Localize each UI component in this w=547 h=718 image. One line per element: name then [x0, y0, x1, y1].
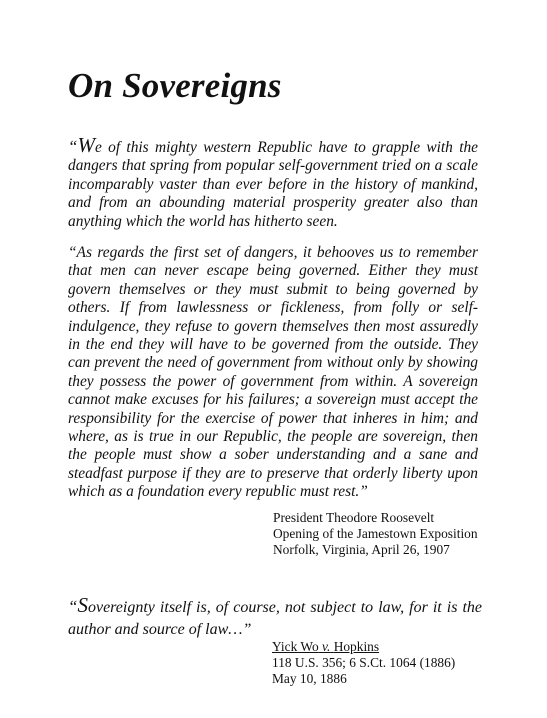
case-name-v: v.: [322, 639, 331, 654]
case-name-part1: Yick Wo: [272, 639, 319, 654]
case-name: [272, 639, 455, 655]
attribution-place-date: Norfolk, Virginia, April 26, 1907: [273, 542, 450, 558]
quote-text: e of this mighty western Republic have to grapple with the dangers that spring from popular self-government tried on a scale incomparably vaster than ever before in the history of mankind, and from an abounding material prosperity greater also than anything which the world has hitherto seen.: [68, 139, 478, 230]
quote-text: overeignty itself is, of course, not subject to law, for it is the author and source of law…”: [68, 599, 482, 638]
quote-dropcap: S: [77, 593, 88, 617]
case-name-part2: Hopkins: [333, 639, 380, 654]
roosevelt-attribution: [273, 510, 478, 559]
roosevelt-quote-paragraph-2: [68, 244, 478, 502]
attribution-event: Opening of the Jamestown Exposition: [273, 526, 478, 542]
case-citation: 118 U.S. 356; 6 S.Ct. 1064 (1886): [272, 655, 456, 671]
quote-text: “As regards the first set of dangers, it behooves us to remember that men can never escape being governed. Either they must govern themselves or they must submit to being governed by others. If from lawlessness or fickleness, from folly or self-indulgence, they refuse to govern themselves then most assuredly in the end they will have to be governed from the outside. They can prevent the need of government from without only by showing they possess the power of government from within. A sovereign cannot make excuses for his failures; a sovereign must accept the responsibility for the exercise of power that inheres in him; and where, as is true in our Republic, the people are sovereign, then the people must show a sober understanding and a sane and steadfast purpose if they are to preserve that orderly liberty upon which as a foundation every republic must rest.”: [68, 244, 478, 501]
case-date: May 10, 1886: [272, 671, 347, 687]
court-attribution: [272, 639, 455, 688]
court-quote: [68, 594, 482, 641]
page-title: On Sovereigns: [68, 66, 282, 105]
quote-dropcap: W: [77, 133, 95, 157]
opening-quote-mark: “: [68, 137, 78, 156]
attribution-speaker: President Theodore Roosevelt: [273, 510, 435, 525]
opening-quote-mark: “: [68, 597, 78, 616]
roosevelt-quote-paragraph-1: [68, 133, 478, 231]
